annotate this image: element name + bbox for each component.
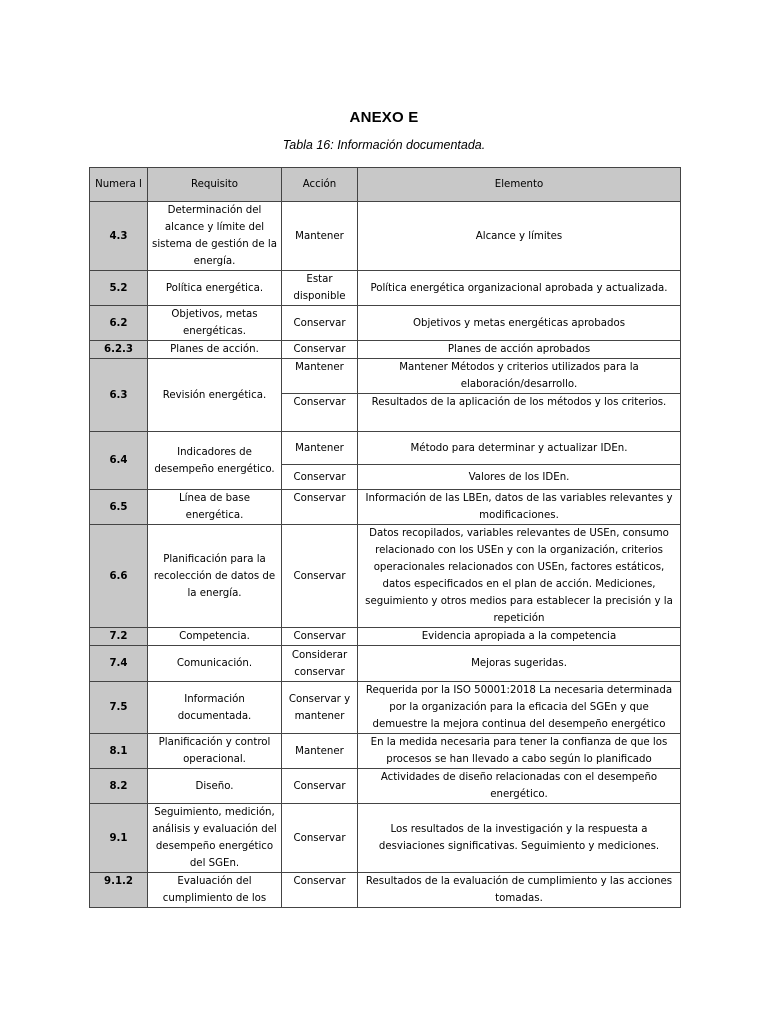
header-requisito: Requisito: [148, 168, 282, 202]
row-numeral: 9.1.2: [90, 873, 148, 908]
row-numeral: 5.2: [90, 271, 148, 306]
table-row: [90, 873, 681, 908]
row-elemento: Mantener Métodos y criterios utilizados para la elaboración/desarrollo.: [358, 359, 681, 394]
row-requisito: Determinación del alcance y límite del sistema de gestión de la energía.: [148, 202, 282, 271]
row-elemento: En la medida necesaria para tener la confianza de que los procesos se han llevado a cabo según lo planificado: [358, 734, 681, 769]
row-elemento: Objetivos y metas energéticas aprobados: [358, 306, 681, 341]
row-numeral: 7.5: [90, 682, 148, 734]
row-elemento: Política energética organizacional aprobada y actualizada.: [358, 271, 681, 306]
row-numeral: 7.2: [90, 628, 148, 646]
row-requisito: Objetivos, metas energéticas.: [148, 306, 282, 341]
row-numeral: 8.1: [90, 734, 148, 769]
row-accion: Conservar: [282, 769, 358, 804]
row-accion: Conservar: [282, 804, 358, 873]
row-numeral: 6.6: [90, 525, 148, 628]
row-elemento: Información de las LBEn, datos de las variables relevantes y modificaciones.: [358, 490, 681, 525]
row-numeral: 6.2: [90, 306, 148, 341]
table-row: [90, 628, 681, 646]
table-header-row: [90, 168, 681, 202]
row-elemento: Actividades de diseño relacionadas con el desempeño energético.: [358, 769, 681, 804]
table-row: [90, 804, 681, 873]
row-elemento: Requerida por la ISO 50001:2018 La necesaria determinada por la organización para la eficacia del SGEn y que demuestre la mejora continua del desempeño energético: [358, 682, 681, 734]
row-accion: Conservar: [282, 465, 358, 490]
row-accion: Mantener: [282, 359, 358, 394]
row-numeral: 8.2: [90, 769, 148, 804]
row-accion: Mantener: [282, 202, 358, 271]
row-elemento: Valores de los IDEn.: [358, 465, 681, 490]
table-caption: Tabla 16: Información documentada.: [282, 138, 486, 152]
documented-information-table: [89, 167, 681, 908]
row-accion: Conservar: [282, 873, 358, 908]
table-row: [90, 359, 681, 394]
row-elemento: Datos recopilados, variables relevantes de USEn, consumo relacionado con los USEn y con la organización, criterios operacionales relacionados con USEn, factores estáticos, datos especificados en el plan de acción. Mediciones, seguimiento y otros medios para establecer la precisión y la repetición: [358, 525, 681, 628]
table-row: [90, 341, 681, 359]
row-elemento: Resultados de la evaluación de cumplimiento y las acciones tomadas.: [358, 873, 681, 908]
row-elemento: Alcance y límites: [358, 202, 681, 271]
row-requisito: Política energética.: [148, 271, 282, 306]
row-elemento: Método para determinar y actualizar IDEn.: [358, 432, 681, 465]
row-elemento: Planes de acción aprobados: [358, 341, 681, 359]
row-numeral: 4.3: [90, 202, 148, 271]
row-accion: Considerar conservar: [282, 646, 358, 682]
row-requisito: Planes de acción.: [148, 341, 282, 359]
table-row: [90, 432, 681, 465]
table-row: [90, 682, 681, 734]
row-elemento: Los resultados de la investigación y la respuesta a desviaciones significativas. Seguimiento y mediciones.: [358, 804, 681, 873]
row-accion: Mantener: [282, 734, 358, 769]
row-requisito: Competencia.: [148, 628, 282, 646]
row-elemento: Evidencia apropiada a la competencia: [358, 628, 681, 646]
row-requisito: Indicadores de desempeño energético.: [148, 432, 282, 490]
table-row: [90, 271, 681, 306]
row-numeral: 7.4: [90, 646, 148, 682]
row-requisito: Seguimiento, medición, análisis y evaluación del desempeño energético del SGEn.: [148, 804, 282, 873]
row-accion: Estar disponible: [282, 271, 358, 306]
header-elemento: Elemento: [358, 168, 681, 202]
header-numeral: Numera l: [90, 168, 148, 202]
row-accion: Conservar: [282, 341, 358, 359]
row-numeral: 6.3: [90, 359, 148, 432]
row-elemento: Mejoras sugeridas.: [358, 646, 681, 682]
row-accion: Conservar: [282, 490, 358, 525]
row-requisito: Comunicación.: [148, 646, 282, 682]
table-row: [90, 490, 681, 525]
row-numeral: 6.5: [90, 490, 148, 525]
row-requisito: Evaluación del cumplimiento de los: [148, 873, 282, 908]
row-accion: Conservar: [282, 394, 358, 432]
row-accion: Conservar: [282, 306, 358, 341]
row-accion: Conservar y mantener: [282, 682, 358, 734]
row-requisito: Línea de base energética.: [148, 490, 282, 525]
row-elemento: Resultados de la aplicación de los métodos y los criterios.: [358, 394, 681, 432]
table-row: [90, 734, 681, 769]
row-numeral: 6.2.3: [90, 341, 148, 359]
row-numeral: 6.4: [90, 432, 148, 490]
header-accion: Acción: [282, 168, 358, 202]
row-numeral: 9.1: [90, 804, 148, 873]
table-row: [90, 202, 681, 271]
row-accion: Conservar: [282, 525, 358, 628]
table-row: [90, 646, 681, 682]
row-requisito: Planificación para la recolección de datos de la energía.: [148, 525, 282, 628]
row-accion: Mantener: [282, 432, 358, 465]
table-row: [90, 306, 681, 341]
row-requisito: Revisión energética.: [148, 359, 282, 432]
annex-title: ANEXO E: [349, 109, 419, 126]
row-requisito: Información documentada.: [148, 682, 282, 734]
row-accion: Conservar: [282, 628, 358, 646]
row-requisito: Planificación y control operacional.: [148, 734, 282, 769]
table-row: [90, 769, 681, 804]
table-row: [90, 525, 681, 628]
row-requisito: Diseño.: [148, 769, 282, 804]
